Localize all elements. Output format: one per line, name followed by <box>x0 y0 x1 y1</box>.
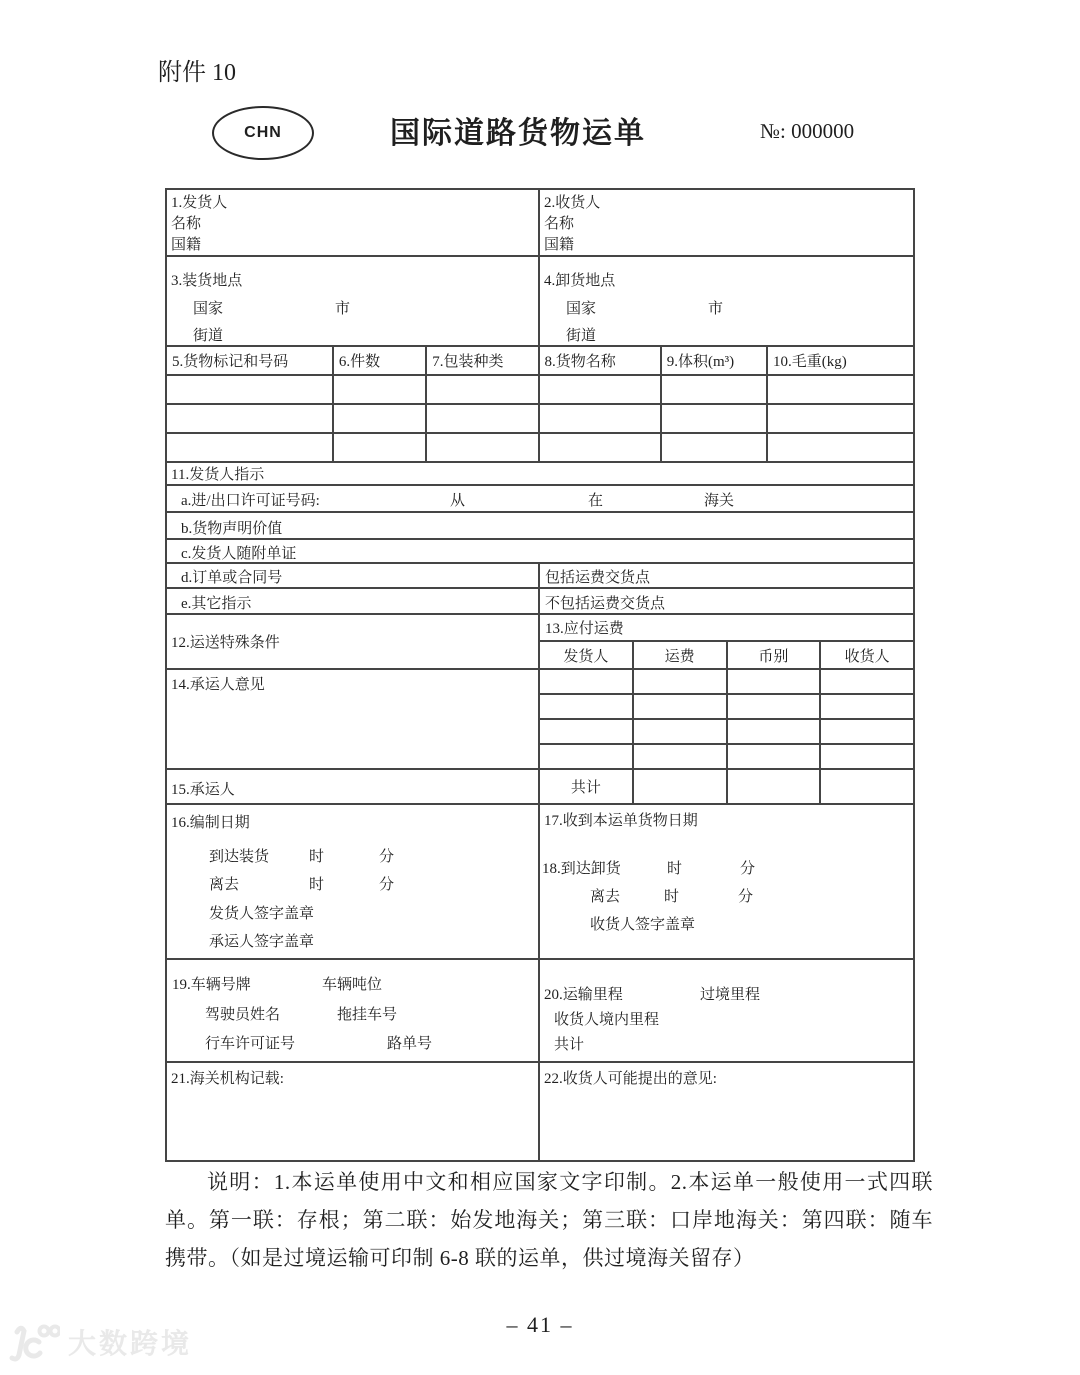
box-16-minute2-label: 分 <box>379 877 395 893</box>
empty-cell <box>427 405 539 432</box>
empty-cell <box>821 670 913 693</box>
fare-col-currency: 币别 <box>728 642 822 668</box>
box-3-loading-place <box>167 257 540 345</box>
box-17-18-receipt <box>540 805 913 958</box>
fare-empty-rows <box>540 670 913 768</box>
box-12-special-conditions <box>167 615 540 668</box>
box-11-e-label: e.其它指示 <box>167 589 540 613</box>
fare-col-shipper: 发货人 <box>540 642 634 668</box>
box-18-label: 18.到达卸货 <box>542 861 621 877</box>
waybill-form <box>165 188 915 1162</box>
box-21-label: 21.海关机构记载: <box>171 1071 284 1087</box>
box-14-carrier-remarks <box>167 670 540 768</box>
box-4-street-label: 街道 <box>566 328 597 344</box>
empty-cell <box>728 670 822 693</box>
empty-cell <box>634 745 728 768</box>
box-1-label: 1.发货人 <box>171 195 228 211</box>
chn-badge-text: CHN <box>244 124 282 141</box>
empty-cell <box>540 695 634 718</box>
box-16-arrive-label: 到达装货 <box>209 849 270 865</box>
empty-cell <box>540 745 634 768</box>
box-19-tonnage-label: 车辆吨位 <box>322 977 383 993</box>
box-11-label-cell <box>167 463 913 484</box>
box-11-a-cell <box>167 486 913 511</box>
empty-cell <box>540 405 662 432</box>
fare-empty-row <box>540 745 913 768</box>
empty-cell <box>540 434 662 461</box>
box-20-domestic-label: 收货人境内里程 <box>554 1012 660 1028</box>
row-19-20 <box>167 960 913 1063</box>
empty-cell <box>634 670 728 693</box>
box-18-minute2-label: 分 <box>738 889 754 905</box>
fare-empty-row <box>540 720 913 745</box>
row-16-17 <box>167 805 913 960</box>
box-11-a-label: a.进/出口许可证号码: <box>181 493 320 509</box>
goods-header-marks: 5.货物标记和号码 <box>167 347 334 374</box>
box-11-e-right: 不包括运费交货点 <box>545 596 666 612</box>
box-4-country-label: 国家 <box>566 301 597 317</box>
box-19-vehicle <box>167 960 540 1061</box>
empty-cell <box>728 720 822 743</box>
fare-empty-row <box>540 670 913 695</box>
empty-cell <box>334 405 427 432</box>
goods-empty-row <box>167 376 913 405</box>
box-2-name-label: 名称 <box>544 216 575 232</box>
empty-cell <box>334 434 427 461</box>
goods-header-name: 8.货物名称 <box>540 347 662 374</box>
fare-empty-row <box>540 695 913 720</box>
empty-cell <box>728 770 822 803</box>
box-11-a-customs: 海关 <box>704 493 735 509</box>
box-3-street-label: 街道 <box>193 328 224 344</box>
empty-cell <box>334 376 427 403</box>
box-19-label: 19.车辆号牌 <box>172 977 251 993</box>
box-18-hour-label: 时 <box>667 861 683 877</box>
box-16-hour2-label: 时 <box>309 877 325 893</box>
box-2-nationality-label: 国籍 <box>544 237 575 253</box>
empty-cell <box>634 695 728 718</box>
empty-cell <box>821 745 913 768</box>
empty-cell <box>540 720 634 743</box>
empty-cell <box>427 376 539 403</box>
box-18-depart-label: 离去 <box>590 889 621 905</box>
goods-header-pieces: 6.件数 <box>334 347 427 374</box>
box-20-total-label: 共计 <box>554 1037 585 1053</box>
empty-cell <box>768 434 913 461</box>
note-text: 说明：1.本运单使用中文和相应国家文字印制。2.本运单一般使用一式四联单。第一联：存根；第二联：始发地海关；第三联：口岸地海关：第四联：随车携带。（如是过境运输可印制 6-8 联的运单，供过境海关留存） <box>165 1170 933 1270</box>
goods-header-packing: 7.包装种类 <box>427 347 539 374</box>
empty-cell <box>728 695 822 718</box>
box-20-mileage <box>540 960 913 1061</box>
empty-cell <box>821 695 913 718</box>
waybill-number: №: 000000 <box>760 119 855 143</box>
attachment-label: 附件 10 <box>158 60 236 86</box>
box-11-row-c <box>167 540 913 564</box>
box-4-city-label: 市 <box>708 301 724 317</box>
box-21-customs-records <box>167 1063 540 1160</box>
box-19-driver-label: 驾驶员姓名 <box>205 1007 281 1023</box>
row-15-total <box>167 770 913 805</box>
box-15-carrier <box>167 770 540 803</box>
empty-cell <box>167 405 334 432</box>
row-12-13 <box>167 615 913 670</box>
box-20-transit-label: 过境里程 <box>700 987 761 1003</box>
box-11-d-label: d.订单或合同号 <box>167 564 540 587</box>
box-22-consignee-comments <box>540 1063 913 1160</box>
empty-cell <box>728 745 822 768</box>
box-11-a-in: 在 <box>588 493 604 509</box>
goods-empty-row <box>167 405 913 434</box>
empty-cell <box>634 770 728 803</box>
fare-total-label: 共计 <box>540 770 634 803</box>
empty-cell <box>540 376 662 403</box>
box-16-hour-label: 时 <box>309 849 325 865</box>
box-11-c-label: c.发货人随附单证 <box>181 546 297 562</box>
box-3-country-label: 国家 <box>193 301 224 317</box>
empty-cell <box>821 720 913 743</box>
box-2-label: 2.收货人 <box>544 195 601 211</box>
empty-cell <box>540 670 634 693</box>
fare-total-row <box>540 770 913 803</box>
box-11-label: 11.发货人指示 <box>171 467 265 483</box>
box-1-nationality-label: 国籍 <box>171 237 202 253</box>
box-18-minute-label: 分 <box>740 861 756 877</box>
fare-total-row-wrap <box>540 770 913 803</box>
box-11-header <box>167 463 913 486</box>
empty-cell <box>167 376 334 403</box>
box-11-row-a <box>167 486 913 513</box>
box-15-label: 15.承运人 <box>171 782 235 798</box>
empty-cell <box>768 405 913 432</box>
box-3-city-label: 市 <box>335 301 351 317</box>
box-16-label: 16.编制日期 <box>171 815 250 831</box>
empty-cell <box>427 434 539 461</box>
empty-cell <box>662 434 768 461</box>
row-14-fare <box>167 670 913 770</box>
fare-header-row <box>540 642 913 668</box>
empty-cell <box>634 720 728 743</box>
box-1-shipper <box>167 190 540 255</box>
fare-col-freight: 运费 <box>634 642 728 668</box>
box-22-label: 22.收货人可能提出的意见: <box>544 1071 717 1087</box>
box-4-unloading-place <box>540 257 913 345</box>
page-number: – 41 – <box>506 1312 574 1337</box>
box-19-trailer-label: 拖挂车号 <box>337 1007 398 1023</box>
box-19-roadsheet-label: 路单号 <box>387 1036 433 1052</box>
empty-cell <box>821 770 913 803</box>
fare-col-consignee: 收货人 <box>844 648 890 665</box>
box-12-label: 12.运送特殊条件 <box>171 635 280 651</box>
chn-badge <box>212 106 314 160</box>
box-3-label: 3.装货地点 <box>171 273 243 289</box>
watermark-text: 大数跨境 <box>68 1328 193 1359</box>
box-16-shipper-sign: 发货人签字盖章 <box>209 906 315 922</box>
goods-header-weight: 10.毛重(kg) <box>773 354 847 370</box>
box-11-d-right: 包括运费交货点 <box>545 570 651 586</box>
goods-header-volume: 9.体积(m³) <box>662 347 768 374</box>
row-shipper-consignee <box>167 190 913 257</box>
box-16-depart-label: 离去 <box>209 877 240 893</box>
box-16-minute-label: 分 <box>379 849 395 865</box>
empty-cell <box>662 376 768 403</box>
box-13-freight-payable <box>540 615 913 668</box>
box-11-row-b <box>167 513 913 540</box>
box-11-row-d <box>167 564 913 589</box>
empty-cell <box>768 376 913 403</box>
box-11-a-from: 从 <box>450 493 466 509</box>
watermark <box>8 1322 192 1362</box>
goods-empty-row <box>167 434 913 463</box>
empty-cell <box>662 405 768 432</box>
page-title: 国际道路货物运单 <box>390 117 646 150</box>
box-13-label: 13.应付运费 <box>540 615 913 642</box>
box-20-label: 20.运输里程 <box>544 987 623 1003</box>
goods-header-row <box>167 347 913 376</box>
box-19-permit-label: 行车许可证号 <box>205 1036 296 1052</box>
box-11-b-label: b.货物声明价值 <box>181 521 283 537</box>
box-18-hour2-label: 时 <box>664 889 680 905</box>
box-1-name-label: 名称 <box>171 216 202 232</box>
box-17-label: 17.收到本运单货物日期 <box>544 813 698 829</box>
watermark-logo-icon <box>8 1322 60 1362</box>
box-4-label: 4.卸货地点 <box>544 273 616 289</box>
box-14-label: 14.承运人意见 <box>171 677 265 693</box>
empty-cell <box>167 434 334 461</box>
box-2-consignee <box>540 190 913 255</box>
row-loading-unloading <box>167 257 913 347</box>
box-11-row-e <box>167 589 913 615</box>
box-16-date-of-issue <box>167 805 540 958</box>
box-16-carrier-sign: 承运人签字盖章 <box>209 934 315 950</box>
box-18-consignee-sign: 收货人签字盖章 <box>590 917 696 933</box>
row-21-22 <box>167 1063 913 1160</box>
